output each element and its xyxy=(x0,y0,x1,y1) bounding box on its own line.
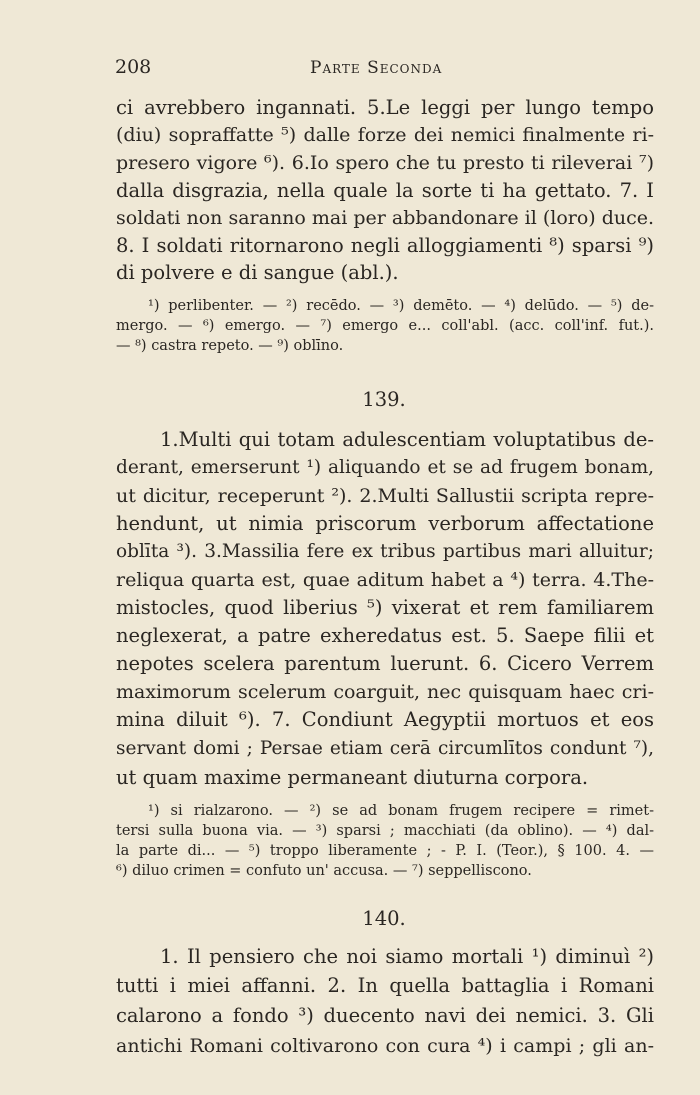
text-line: maximorum scelerum coarguit, nec quisquam haec cri- xyxy=(116,681,654,703)
page-number: 208 xyxy=(115,56,152,78)
text-line: ci avrebbero ingannati. 5.Le leggi per lungo tempo xyxy=(116,96,654,119)
text-line: servant domi ; Persae etiam cerā circumlītos condunt ⁷), xyxy=(116,738,654,759)
text-line: calarono a fondo ³) duecento navi dei nemici. 3. Gli xyxy=(116,1004,654,1027)
text-line: dalla disgrazia, nella quale la sorte ti ha gettato. 7. I xyxy=(116,179,654,202)
footnote-line: la parte di... — ⁵) troppo liberamente ; - P. I. (Teor.), § 100. 4. — xyxy=(116,843,654,859)
section-number: 140. xyxy=(362,907,406,930)
text-line: reliqua quarta est, quae aditum habet a ⁴) terra. 4.The- xyxy=(116,569,654,591)
footnote-line: ⁶) diluo crimen = confuto un' accusa. — ⁷) seppelliscono. xyxy=(116,863,532,879)
text-line: (diu) sopraffatte ⁵) dalle forze dei nemici finalmente ri- xyxy=(116,124,654,146)
text-line: tutti i miei affanni. 2. In quella battaglia i Romani xyxy=(116,974,654,997)
footnote-line: — ⁸) castra repeto. — ⁹) oblīno. xyxy=(116,338,344,354)
footnote-line: tersi sulla buona via. — ³) sparsi ; macchiati (da oblino). — ⁴) dal- xyxy=(116,823,654,839)
text-line: hendunt, ut nimia priscorum verborum affectatione xyxy=(116,512,654,535)
text-line: mistocles, quod liberius ⁵) vixerat et rem familiarem xyxy=(116,596,654,619)
text-line: ut quam maxime permaneant diuturna corpora. xyxy=(116,766,589,789)
running-head: Parte Seconda xyxy=(310,58,443,78)
section-number: 139. xyxy=(362,388,406,411)
text-line: 8. I soldati ritornarono negli alloggiamenti ⁸) sparsi ⁹) xyxy=(116,234,654,257)
footnote-line: ¹) perlibenter. — ²) recēdo. — ³) demēto. — ⁴) delūdo. — ⁵) de- xyxy=(148,298,654,314)
text-line: 1. Il pensiero che noi siamo mortali ¹) diminuì ²) xyxy=(160,945,654,968)
text-line: 1.Multi qui totam adulescentiam voluptatibus de- xyxy=(160,428,654,451)
text-line: derant, emerserunt ¹) aliquando et se ad frugem bonam, xyxy=(116,457,654,478)
text-line: soldati non saranno mai per abbandonare il (loro) duce. xyxy=(116,207,655,229)
footnote-line: mergo. — ⁶) emergo. — ⁷) emergo e... coll'abl. (acc. coll'inf. fut.). xyxy=(116,318,654,334)
text-line: ut dicitur, receperunt ²). 2.Multi Sallustii scripta repre- xyxy=(116,485,654,507)
text-line: neglexerat, a patre exheredatus est. 5. Saepe filii et xyxy=(116,624,654,647)
text-line: antichi Romani coltivarono con cura ⁴) i campi ; gli an- xyxy=(116,1035,654,1057)
footnote-line: ¹) si rialzarono. — ²) se ad bonam frugem recipere = rimet- xyxy=(148,803,654,819)
text-line: nepotes scelera parentum luerunt. 6. Cicero Verrem xyxy=(116,652,654,675)
page-header xyxy=(0,56,700,86)
text-line: mina diluit ⁶). 7. Condiunt Aegyptii mortuos et eos xyxy=(116,708,654,731)
text-line: di polvere e di sangue (abl.). xyxy=(116,261,399,284)
text-line: oblīta ³). 3.Massilia fere ex tribus partibus mari alluitur; xyxy=(116,541,654,562)
text-line: presero vigore ⁶). 6.Io spero che tu presto ti rileverai ⁷) xyxy=(116,152,654,174)
